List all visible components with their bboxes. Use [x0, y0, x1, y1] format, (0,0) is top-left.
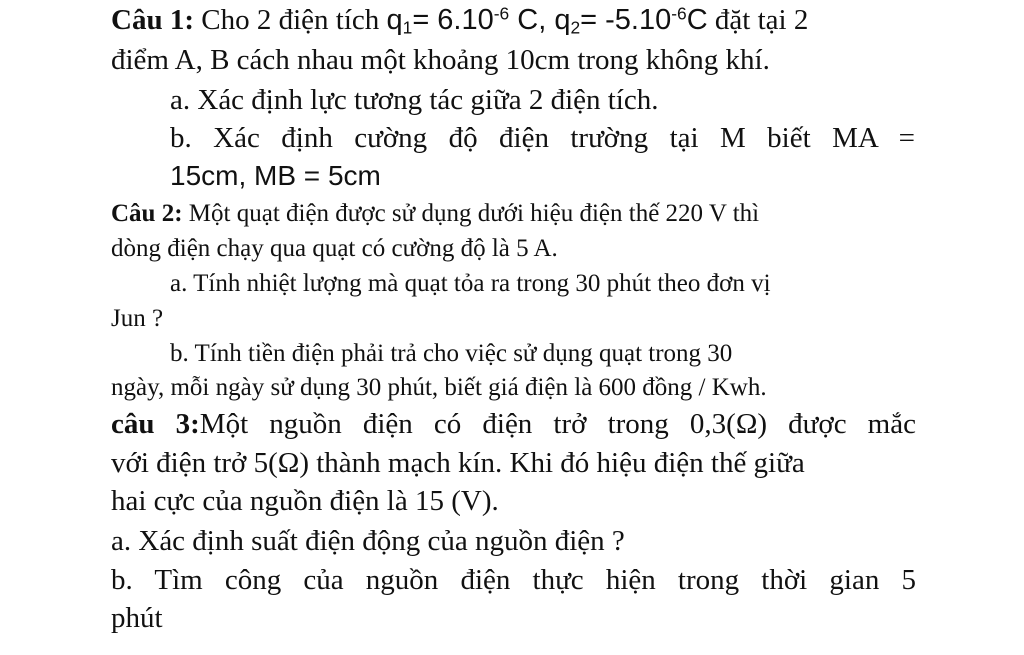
question-2-label: Câu 2: — [111, 200, 183, 227]
question-2-line-1 — [111, 201, 759, 226]
question-3-part-a: a. Xác định suất điện động của nguồn điện ? — [111, 525, 625, 557]
question-2-part-b-line-2: ngày, mỗi ngày sử dụng 30 phút, biết giá điện là 600 đồng / Kwh. — [111, 374, 767, 401]
question-1-part-b-line-2: 15cm, MB = 5cm — [170, 160, 381, 191]
question-1-label: Câu 1: — [111, 4, 194, 36]
question-3-text: Một nguồn điện có điện trở trong 0,3(Ω) được mắc — [199, 408, 916, 440]
question-1-line-2: điểm A, B cách nhau một khoảng 10cm trong không khí. — [111, 44, 770, 76]
question-3-part-b-line-2: phút — [111, 602, 163, 634]
question-3-line-3: hai cực của nguồn điện là 15 (V). — [111, 485, 499, 517]
question-3-label: câu 3: — [111, 408, 200, 440]
question-1-part-b-line-1: b. Xác định cường độ điện trường tại M biết MA = — [170, 122, 915, 154]
question-3-line-2: với điện trở 5(Ω) thành mạch kín. Khi đó hiệu điện thế giữa — [111, 447, 805, 479]
question-2-part-a-line-2: Jun ? — [111, 305, 164, 332]
question-1-line-1 — [111, 3, 809, 38]
question-3-part-b-line-1: b. Tìm công của nguồn điện thực hiện trong thời gian 5 — [111, 564, 916, 596]
charge-q1: $q_1= 6.10^{-6}$ C, $q_2= -5.10^{-6}C$ — [386, 3, 708, 38]
question-2-part-b-line-1: b. Tính tiền điện phải trả cho việc sử dụng quạt trong 30 — [170, 340, 733, 367]
question-1-location-text: đặt tại 2 — [707, 4, 809, 36]
question-2-part-a-line-1: a. Tính nhiệt lượng mà quạt tỏa ra trong 30 phút theo đơn vị — [170, 270, 771, 297]
question-1-part-a: a. Xác định lực tương tác giữa 2 điện tích. — [170, 84, 659, 116]
question-1-intro-text: Cho 2 điện tích — [193, 4, 387, 36]
question-3-line-1 — [111, 410, 916, 439]
question-2-text: Một quạt điện được sử dụng dưới hiệu điện thế 220 V thì — [182, 200, 760, 227]
question-2-line-2: dòng điện chạy qua quạt có cường độ là 5 A. — [111, 235, 558, 262]
